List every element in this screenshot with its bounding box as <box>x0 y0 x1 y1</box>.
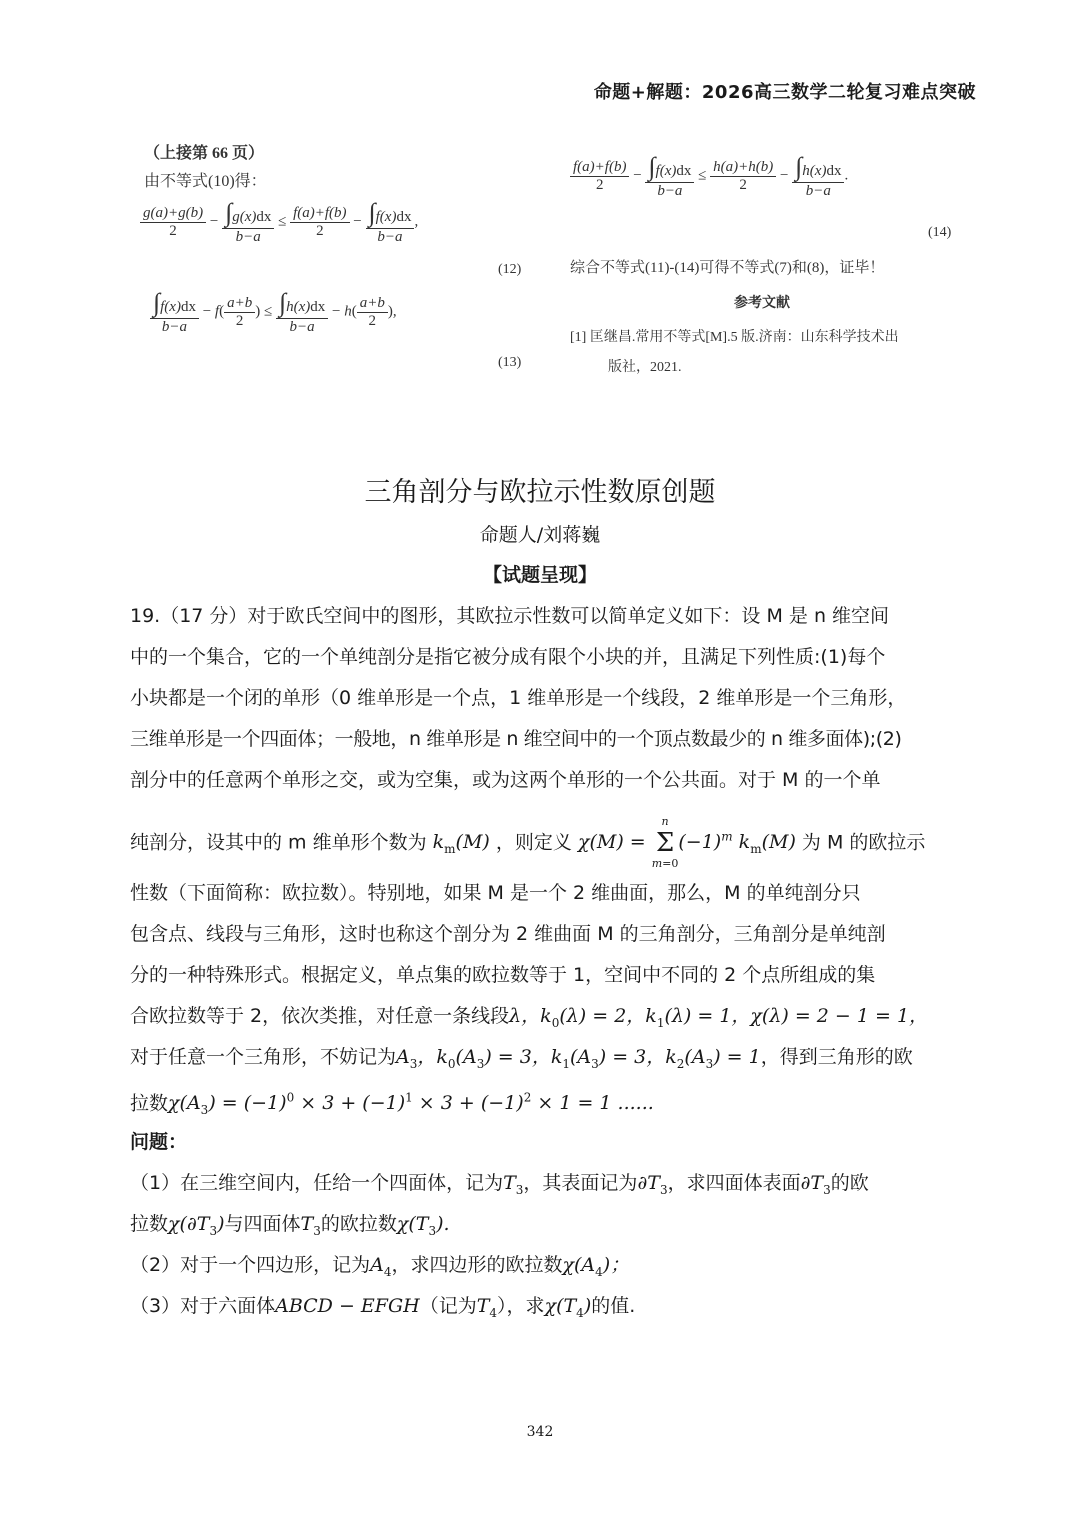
section-heading: 【试题呈现】 <box>482 564 597 586</box>
equation-11: $\frac{g(a)+g(b)}{2}$ − $\frac{\int g(x)dx}{b-a}$ ≤ $\frac{f(a)+f(b)}{2}$ − $\frac{\int f(x)dx}{b-a}$ , <box>140 198 418 246</box>
boundary-t3-symbol: $\partial T_3$ <box>637 1172 668 1197</box>
body-line-5: 剖分中的任意两个单形之交，或为空集，或为这两个单形的一个公共面。对于 M 的一个单 <box>130 769 881 791</box>
q2-part-a: （2）对于一个四边形，记为 <box>130 1254 371 1276</box>
a4-symbol: $A_4$ <box>370 1254 392 1279</box>
question-3 <box>130 1286 980 1327</box>
page-number: 342 <box>526 1424 554 1440</box>
equation-14-number: (14) <box>928 225 952 240</box>
conclusion-text: 综合不等式(11)-(14)可得不等式(7)和(8)，证毕！ <box>570 260 885 276</box>
body-line-4: 三维单形是一个四面体；一般地，n 维单形是 n 维空间中的一个顶点数最少的 n 维多面体);(2) <box>130 728 902 750</box>
chi-boundary-t3: $\chi(\partial T_3)$ <box>168 1213 225 1238</box>
boundary-t3-symbol-2: $\partial T_3$ <box>800 1172 831 1197</box>
reference-1-line-1: [1] 匡继昌.常用不等式[M].5 版.济南：山东科学技术出 <box>570 330 899 345</box>
chi-pre: 拉数 <box>130 1092 169 1115</box>
definition-line <box>130 801 980 873</box>
lead-text: 由不等式(10)得： <box>144 173 267 190</box>
segment-line <box>130 996 980 1037</box>
q1-part-e: 拉数 <box>130 1213 169 1235</box>
problem-body <box>130 596 980 1327</box>
reference-1-line-2: 版社，2021. <box>608 360 682 375</box>
q3-part-c: ），求 <box>497 1295 545 1317</box>
q1-part-g: 的欧拉数 <box>320 1213 397 1235</box>
equation-13-number: (13) <box>498 355 522 370</box>
t3-symbol: $T_3$ <box>503 1172 524 1197</box>
q2-part-b: ，求四边形的欧拉数 <box>391 1254 563 1276</box>
article-title: 三角剖分与欧拉示性数原创题 <box>364 477 716 508</box>
running-header: 命题+解题：2026高三数学二轮复习难点突破 <box>593 82 976 103</box>
definition-mid: ，则定义 <box>495 831 572 854</box>
question-2 <box>130 1245 980 1286</box>
euler-sum-formula: χ(M) = n Σ m=0 $(-1)^m$ $k_m(M)$ <box>577 815 796 871</box>
q1-part-f: 与四面体 <box>224 1213 301 1235</box>
definition-post: 为 M 的欧拉示 <box>801 831 926 854</box>
references-heading: 参考文献 <box>734 296 790 311</box>
chi-triangle-line <box>130 1078 980 1122</box>
body-line-7: 包含点、线段与三角形，这时也称这个剖分为 2 维曲面 M 的三角剖分，三角剖分是单纯剖 <box>130 923 886 945</box>
q1-part-a: （1）在三维空间内，任给一个四面体，记为 <box>130 1172 504 1194</box>
body-line-3: 小块都是一个闭的单形（0 维单形是一个点，1 维单形是一个线段，2 维单形是一个三角形， <box>130 687 907 709</box>
equation-14: $\frac{f(a)+f(b)}{2}$ − $\frac{\int f(x)dx}{b-a}$ ≤ $\frac{h(a)+h(b)}{2}$ − $\frac{\int h(x)dx}{b-a}$ . <box>570 152 848 200</box>
questions-label: 问题： <box>130 1131 188 1153</box>
hexahedron-name: ABCD − EFGH <box>275 1295 420 1317</box>
chi-triangle-formula: $\chi(A_3) = (-1)^0 \times 3 + (-1)^1 \times 3 + (-1)^2 \times 1 = 1$ ...... <box>168 1091 654 1118</box>
t4-symbol: $T_4$ <box>476 1295 498 1320</box>
chi-a4: $\chi(A_4)$； <box>562 1254 630 1279</box>
t3-symbol-2: $T_3$ <box>300 1213 321 1238</box>
chi-t3: $\chi(T_3)$. <box>396 1213 450 1238</box>
continued-note: （上接第 66 页） <box>144 145 265 162</box>
scan-excerpt <box>0 140 1080 380</box>
segment-pre: 合欧拉数等于 2，依次类推，对任意一条线段 <box>130 1005 510 1027</box>
chi-t4: $\chi(T_4)$ <box>544 1295 592 1320</box>
q3-part-a: （3）对于六面体 <box>130 1295 276 1317</box>
question-1-line-1 <box>130 1163 980 1204</box>
article-author: 命题人/刘蒋巍 <box>479 524 601 546</box>
equation-13: $\frac{\int f(x)dx}{b-a}$ − f( $\frac{a+b}{2}$ ) ≤ $\frac{\int h(x)dx}{b-a}$ − h( $\frac{a+b}{2}$ ), <box>150 288 397 336</box>
equation-12-number: (12) <box>498 262 522 277</box>
q1-part-b: ，其表面记为 <box>523 1172 638 1194</box>
q3-part-b: （记为 <box>419 1295 477 1317</box>
triangle-post: ，得到三角形的欧 <box>760 1046 913 1068</box>
segment-formulas: λ，$k_0(\lambda) = 2$，$k_1(\lambda) = 1$，χ(λ) = 2 − 1 = 1， <box>509 1005 929 1030</box>
triangle-pre: 对于任意一个三角形，不妨记为 <box>130 1046 397 1068</box>
triangle-formulas: $A_3$，$k_0(A_3) = 3$，$k_1(A_3) = 3$，$k_2(A_3) = 1$ <box>396 1046 761 1071</box>
question-1-line-2 <box>130 1204 980 1245</box>
q1-part-c: ，求四面体表面 <box>667 1172 801 1194</box>
body-line-8: 分的一种特殊形式。根据定义，单点集的欧拉数等于 1，空间中不同的 2 个点所组成的集 <box>130 964 876 986</box>
q1-part-d: 的欧 <box>830 1172 869 1194</box>
triangle-line <box>130 1037 980 1078</box>
definition-pre: 纯剖分，设其中的 m 维单形个数为 <box>130 831 427 854</box>
body-line-1: 19.（17 分）对于欧氏空间中的图形，其欧拉示性数可以简单定义如下：设 M 是 n 维空间 <box>130 605 890 627</box>
q3-part-d: 的值. <box>591 1295 636 1317</box>
body-line-6: 性数（下面简称：欧拉数）。特别地，如果 M 是一个 2 维曲面，那么，M 的单纯剖分只 <box>130 882 861 904</box>
k-m-notation: $k_m(M)$ <box>432 831 490 857</box>
body-line-2: 中的一个集合，它的一个单纯剖分是指它被分成有限个小块的并，且满足下列性质:(1)每个 <box>130 646 886 668</box>
